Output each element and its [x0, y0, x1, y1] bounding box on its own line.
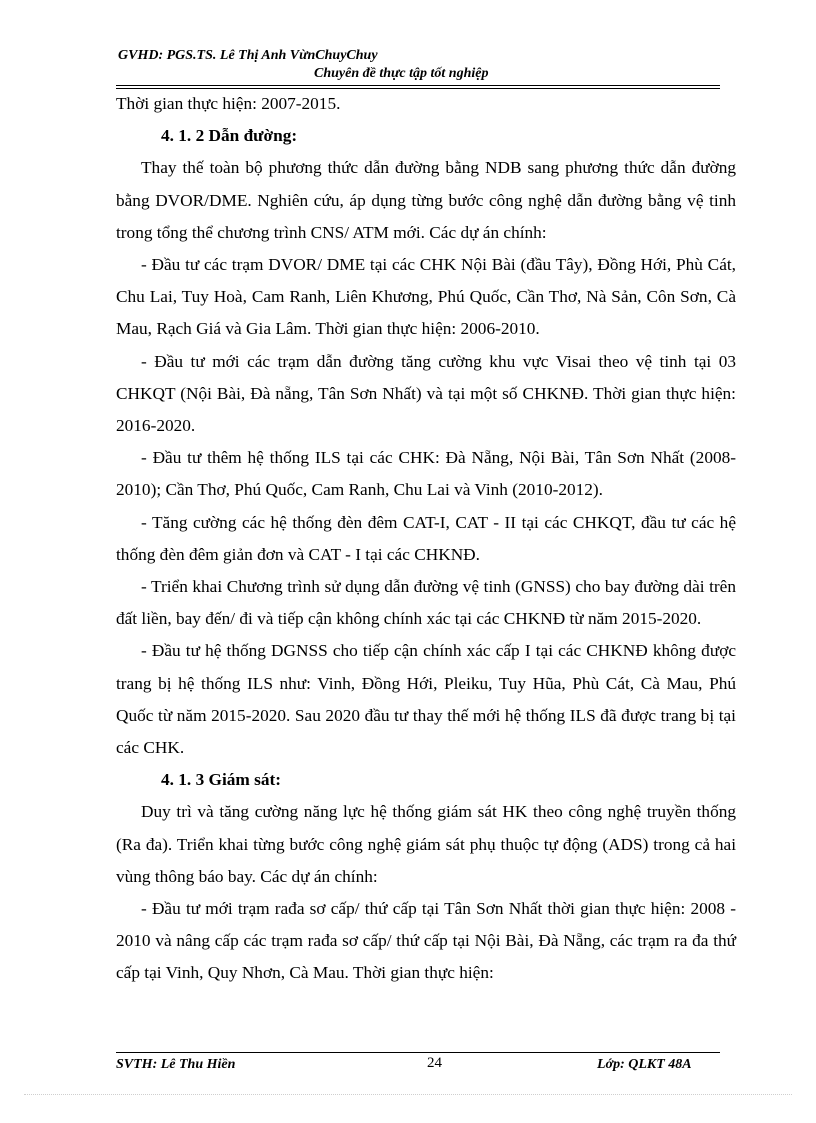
header-subtitle: Chuyên đề thực tập tốt nghiệp	[314, 66, 489, 81]
list-item: - Đầu tư hệ thống DGNSS cho tiếp cận chính xác cấp I tại các CHKNĐ không được trang bị hệ thống ILS như: Vinh, Đồng Hới, Pleiku, Tuy Hũa, Phù Cát, Cà Mau, Phú Quốc từ năm 2015-2020. Sau 2020 đầu tư thay thế mới hệ thống ILS đã được trang bị tại các CHK.	[116, 641, 736, 758]
list-item: - Triển khai Chương trình sử dụng dẫn đường vệ tinh (GNSS) cho bay đường dài trên đất liền, bay đến/ đi và tiếp cận không chính xác tại các CHKNĐ từ năm 2015-2020.	[116, 577, 736, 629]
list-item: - Đầu tư thêm hệ thống ILS tại các CHK: Đà Nẵng, Nội Bài, Tân Sơn Nhất (2008-2010); Cần Thơ, Phú Quốc, Cam Ranh, Chu Lai và Vinh (2010-2012).	[116, 448, 736, 500]
list-item: - Đầu tư mới trạm rađa sơ cấp/ thứ cấp tại Tân Sơn Nhất thời gian thực hiện: 2008 - 2010 và nâng cấp các trạm rađa sơ cấp/ thứ cấp tại Nội Bài, Đà Nẵng, các trạm ra đa thứ cấp tại Vinh, Quy Nhơn, Cà Mau. Thời gian thực hiện:	[116, 899, 736, 983]
section-heading-412: 4. 1. 2 Dẫn đường:	[161, 126, 298, 146]
footer-rule	[116, 1052, 720, 1053]
header-advisor: GVHD: PGS.TS. Lê Thị Anh VừnChuyChuy	[118, 48, 378, 63]
paragraph: Thời gian thực hiện: 2007-2015.	[116, 94, 341, 113]
list-item: - Đầu tư mới các trạm dẫn đường tăng cường khu vực Visai theo vệ tinh tại 03 CHKQT (Nội Bài, Đà nẵng, Tân Sơn Nhất) và tại một số CHKNĐ. Thời gian thực hiện: 2016-2020.	[116, 351, 736, 436]
list-item: - Tăng cường các hệ thống đèn đêm CAT-I, CAT - II tại các CHKQT, đầu tư các hệ thống đèn đêm giản đơn và CAT - I tại các CHKNĐ.	[116, 512, 736, 564]
section-heading-413: 4. 1. 3 Giám sát:	[161, 770, 281, 790]
page-break-divider	[24, 1094, 792, 1095]
page-number: 24	[427, 1055, 442, 1071]
footer-class: Lớp: QLKT 48A	[597, 1057, 692, 1072]
paragraph: Duy trì và tăng cường năng lực hệ thống giám sát HK theo công nghệ truyền thống (Ra đa). Triển khai từng bước công nghệ giám sát phụ thuộc tự động (ADS) trong cả hai vùng thông báo bay. Các dự án chính:	[116, 802, 736, 886]
list-item: - Đầu tư các trạm DVOR/ DME tại các CHK Nội Bài (đầu Tây), Đồng Hới, Phù Cát, Chu Lai, Tuy Hoà, Cam Ranh, Liên Khương, Phú Quốc, Cần Thơ, Nà Sản, Côn Sơn, Cà Mau, Rạch Giá và Gia Lâm. Thời gian thực hiện: 2006-2010.	[116, 255, 736, 339]
header-rule-top	[116, 85, 720, 86]
document-body	[116, 88, 736, 990]
footer-student: SVTH: Lê Thu Hiền	[116, 1057, 236, 1072]
paragraph: Thay thế toàn bộ phương thức dẫn đường bằng NDB sang phương thức dẫn đường bằng DVOR/DME. Nghiên cứu, áp dụng từng bước công nghệ dẫn đường bằng vệ tinh trong tổng thể chương trình CNS/ ATM mới. Các dự án chính:	[116, 158, 736, 242]
